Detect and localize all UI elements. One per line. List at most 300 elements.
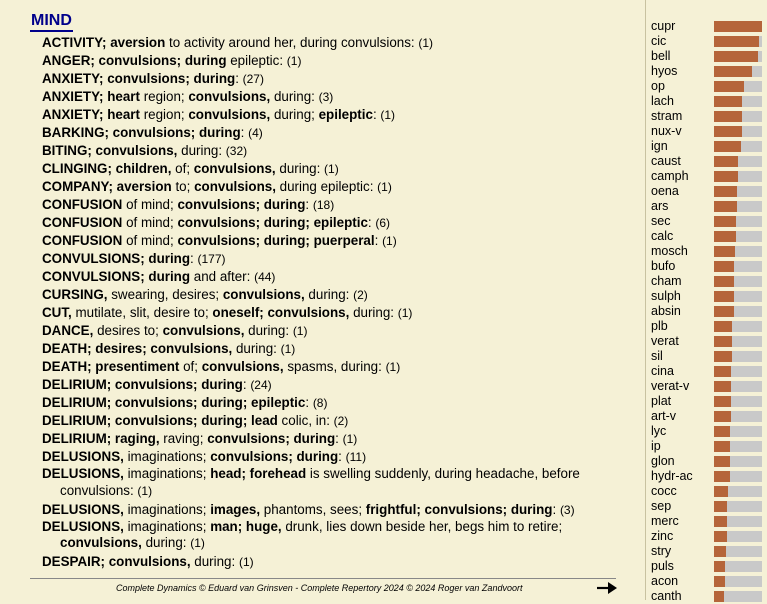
remedy-name: cocc <box>651 484 677 498</box>
remedy-row[interactable] <box>651 139 767 154</box>
rubric-text: DEATH; desires; convulsions, <box>42 341 233 356</box>
remedy-score-bar <box>714 486 762 497</box>
remedy-score-bar <box>714 186 762 197</box>
remedy-score-fill <box>714 501 727 512</box>
remedy-name: caust <box>651 154 681 168</box>
remedy-row[interactable] <box>651 154 767 169</box>
rubric-row[interactable] <box>42 232 617 250</box>
remedy-score-bar <box>714 126 762 137</box>
remedy-row[interactable] <box>651 364 767 379</box>
rubric-text: convulsions; during <box>177 197 306 212</box>
remedy-row[interactable] <box>651 499 767 514</box>
rubric-text: spasms, during: <box>283 359 386 374</box>
rubric-text: convulsions, <box>162 323 245 338</box>
remedy-row[interactable] <box>651 259 767 274</box>
rubric-text: convulsions, <box>193 161 276 176</box>
rubric-list <box>42 34 617 571</box>
remedy-name: sil <box>651 349 663 363</box>
rubric-text: DELIRIUM; convulsions; during; lead <box>42 413 278 428</box>
rubric-text: CONVULSIONS; during <box>42 251 191 266</box>
rubric-text: ANXIETY; heart <box>42 89 140 104</box>
remedy-name: cic <box>651 34 667 48</box>
rubric-text: convulsions, <box>201 359 284 374</box>
remedy-name: art-v <box>651 409 676 423</box>
rubric-text: during: <box>141 535 191 550</box>
rubric-text: of; <box>179 359 202 374</box>
remedy-score-bar <box>714 66 762 77</box>
rubric-text: of mind; <box>122 197 178 212</box>
remedy-row[interactable] <box>651 94 767 109</box>
remedy-row[interactable] <box>651 274 767 289</box>
rubric-row[interactable] <box>42 268 617 286</box>
rubric-text: DELUSIONS, <box>42 501 124 517</box>
remedy-score-bar <box>714 81 762 92</box>
rubric-text: DELUSIONS, <box>42 466 124 481</box>
rubric-text: during: <box>232 341 281 356</box>
rubric-text: : <box>374 233 383 248</box>
rubric-text: DELIRIUM; convulsions; during; epileptic <box>42 395 306 410</box>
rubric-text: head; forehead <box>210 466 307 481</box>
remedy-name: mosch <box>651 244 688 258</box>
remedy-row[interactable] <box>651 379 767 394</box>
remedy-row[interactable] <box>651 349 767 364</box>
rubric-remedy-count: (44) <box>254 270 276 284</box>
rubric-text: ACTIVITY; aversion <box>42 35 166 50</box>
remedy-row[interactable] <box>651 394 767 409</box>
rubric-text: to activity around her, during convulsions: <box>165 35 419 50</box>
remedy-row[interactable] <box>651 109 767 124</box>
remedy-score-fill <box>714 456 730 467</box>
remedy-score-fill <box>714 381 731 392</box>
rubric-remedy-count: (11) <box>345 450 367 464</box>
remedy-score-fill <box>714 276 734 287</box>
rubric-text: convulsions; during; epileptic <box>177 215 368 230</box>
remedy-score-fill <box>714 561 725 572</box>
remedy-name: ip <box>651 439 661 453</box>
rubric-row[interactable] <box>42 196 617 214</box>
remedy-name: plb <box>651 319 668 333</box>
remedy-name: absin <box>651 304 681 318</box>
rubric-text: CUT, <box>42 305 72 320</box>
remedy-name: cupr <box>651 19 676 33</box>
rubric-row[interactable] <box>42 88 617 106</box>
remedy-score-bar <box>714 201 762 212</box>
right-arrow-icon[interactable] <box>596 580 618 596</box>
remedy-row[interactable] <box>651 469 767 484</box>
remedy-score-fill <box>714 156 738 167</box>
remedy-name: verat <box>651 334 679 348</box>
remedy-score-bar <box>714 396 762 407</box>
rubric-text: swearing, desires; <box>107 287 223 302</box>
rubric-remedy-count: (1) <box>397 306 413 320</box>
rubric-remedy-count: (6) <box>375 216 391 230</box>
rubric-row[interactable] <box>42 178 617 196</box>
rubric-text: : <box>190 251 198 266</box>
rubric-text: man; huge, <box>210 518 282 534</box>
remedy-name: ign <box>651 139 668 153</box>
rubric-text: DELIRIUM; convulsions; during <box>42 377 243 392</box>
remedy-row[interactable] <box>651 79 767 94</box>
rubric-text: DESPAIR; convulsions, <box>42 554 191 569</box>
remedy-name: canth <box>651 589 682 603</box>
rubric-remedy-count: (2) <box>353 288 368 302</box>
rubric-row[interactable] <box>42 358 617 376</box>
remedy-name: acon <box>651 574 679 588</box>
footer-divider <box>30 578 616 579</box>
rubric-row[interactable] <box>42 394 617 412</box>
rubric-remedy-count: (1) <box>292 324 308 338</box>
rubric-text: convulsions; during <box>207 431 336 446</box>
rubric-text: ANGER; convulsions; during <box>42 53 227 68</box>
remedy-score-bar <box>714 531 762 542</box>
rubric-remedy-count: (1) <box>377 180 392 194</box>
rubric-text: : <box>372 107 381 122</box>
remedy-row[interactable] <box>651 589 767 604</box>
remedy-score-bar <box>714 321 762 332</box>
remedy-score-bar <box>714 471 762 482</box>
remedy-name: lach <box>651 94 674 108</box>
remedy-score-fill <box>714 396 731 407</box>
rubric-text: ANXIETY; heart <box>42 107 140 122</box>
remedy-name: sec <box>651 214 671 228</box>
rubric-row[interactable] <box>42 448 617 466</box>
rubric-remedy-count: (4) <box>248 126 263 140</box>
remedy-row[interactable] <box>651 34 767 49</box>
remedy-score-fill <box>714 216 736 227</box>
remedy-score-fill <box>714 186 737 197</box>
remedy-score-fill <box>714 531 727 542</box>
remedy-score-fill <box>714 36 759 47</box>
rubric-row[interactable] <box>42 430 617 448</box>
rubric-text: of; <box>171 161 194 176</box>
rubric-text: : <box>335 431 343 446</box>
rubric-remedy-count: (1) <box>286 54 302 68</box>
remedy-score-bar <box>714 516 762 527</box>
remedy-score-bar <box>714 561 762 572</box>
remedy-name: stry <box>651 544 672 558</box>
rubric-text: desires to; <box>93 323 163 338</box>
rubric-text: convulsions, <box>188 89 271 104</box>
rubric-text: during; <box>270 107 319 122</box>
remedy-score-bar <box>714 51 762 62</box>
rubric-row[interactable] <box>42 340 617 358</box>
remedy-row[interactable] <box>651 124 767 139</box>
copyright-footer: Complete Dynamics © Eduard van Grinsven - Complete Repertory 2024 © 2024 Roger van Zandvoort <box>116 583 523 593</box>
remedy-score-bar <box>714 141 762 152</box>
remedy-score-fill <box>714 111 742 122</box>
rubric-text: during: <box>275 161 325 176</box>
rubric-text: BARKING; convulsions; during <box>42 125 241 140</box>
rubric-remedy-count: (1) <box>324 162 339 176</box>
rubric-text: epileptic: <box>226 53 287 68</box>
rubric-row[interactable] <box>42 553 617 571</box>
rubric-text: : <box>235 71 243 86</box>
rubric-text: CONFUSION <box>42 197 123 212</box>
remedy-name: bell <box>651 49 671 63</box>
rubric-row[interactable] <box>42 501 617 519</box>
rubric-text: DELIRIUM; raging, <box>42 431 160 446</box>
remedy-row[interactable] <box>651 484 767 499</box>
rubric-text: during: <box>190 554 239 569</box>
remedy-score-fill <box>714 516 727 527</box>
remedy-score-fill <box>714 306 734 317</box>
remedy-score-fill <box>714 426 730 437</box>
remedy-score-bar <box>714 366 762 377</box>
rubric-text: convulsions; during <box>210 449 339 464</box>
rubric-row[interactable] <box>42 519 617 552</box>
panel-divider <box>645 0 646 600</box>
remedy-score-bar <box>714 261 762 272</box>
remedy-score-bar <box>714 231 762 242</box>
remedy-score-fill <box>714 171 738 182</box>
rubric-row[interactable] <box>42 466 617 499</box>
remedy-row[interactable] <box>651 454 767 469</box>
remedy-row[interactable] <box>651 439 767 454</box>
remedy-score-bar <box>714 171 762 182</box>
rubric-text: region; <box>139 107 189 122</box>
rubric-text: colic, in: <box>277 413 334 428</box>
rubric-row[interactable] <box>42 70 617 88</box>
remedy-name: ars <box>651 199 669 213</box>
remedy-row[interactable] <box>651 214 767 229</box>
rubric-text: during: <box>304 287 354 302</box>
rubric-remedy-count: (32) <box>225 144 248 158</box>
rubric-remedy-count: (1) <box>137 483 153 498</box>
remedy-score-fill <box>714 141 741 152</box>
remedy-name: verat-v <box>651 379 690 393</box>
remedy-name: hydr-ac <box>651 469 693 483</box>
remedy-row[interactable] <box>651 199 767 214</box>
rubric-remedy-count: (1) <box>190 536 205 550</box>
remedy-score-fill <box>714 126 742 137</box>
remedy-name: calc <box>651 229 674 243</box>
rubric-text: ANXIETY; convulsions; during <box>42 71 236 86</box>
remedy-score-fill <box>714 486 728 497</box>
remedy-score-bar <box>714 591 762 602</box>
rubric-text: during: <box>177 143 226 158</box>
remedy-score-fill <box>714 201 737 212</box>
remedy-score-fill <box>714 411 731 422</box>
rubric-row[interactable] <box>42 124 617 142</box>
remedy-row[interactable] <box>651 514 767 529</box>
rubric-remedy-count: (1) <box>385 360 401 374</box>
rubric-remedy-count: (1) <box>418 36 434 50</box>
remedy-name: lyc <box>651 424 667 438</box>
rubric-row[interactable] <box>42 286 617 304</box>
remedy-row[interactable] <box>651 289 767 304</box>
remedy-score-bar <box>714 21 762 32</box>
rubric-text: is swelling suddenly, during headache, before convulsions: <box>60 466 580 498</box>
remedy-row[interactable] <box>651 319 767 334</box>
remedy-score-fill <box>714 591 724 602</box>
rubric-text: : <box>552 501 560 517</box>
remedy-sidebar <box>651 19 767 604</box>
rubric-remedy-count: (1) <box>380 108 396 122</box>
remedy-name: camph <box>651 169 689 183</box>
remedy-row[interactable] <box>651 64 767 79</box>
rubric-text: epileptic <box>318 107 373 122</box>
rubric-text: : <box>240 125 249 140</box>
remedy-row[interactable] <box>651 304 767 319</box>
rubric-text: DANCE, <box>42 323 94 338</box>
rubric-text: drunk, lies down beside her, begs him to retire; <box>281 518 563 534</box>
rubric-row[interactable] <box>42 52 617 70</box>
rubric-text: images, <box>210 501 261 517</box>
rubric-text: COMPANY; aversion <box>42 179 172 194</box>
rubric-text: : <box>305 395 313 410</box>
remedy-score-bar <box>714 576 762 587</box>
remedy-name: plat <box>651 394 672 408</box>
rubric-text: CURSING, <box>42 287 108 302</box>
rubric-remedy-count: (177) <box>197 252 226 266</box>
remedy-row[interactable] <box>651 244 767 259</box>
rubric-remedy-count: (3) <box>559 502 575 517</box>
remedy-score-fill <box>714 81 744 92</box>
rubric-text: frightful; convulsions; during <box>365 501 553 517</box>
remedy-score-bar <box>714 306 762 317</box>
rubric-text: imaginations; <box>123 466 211 481</box>
remedy-score-fill <box>714 471 730 482</box>
rubric-text: CLINGING; children, <box>42 161 172 176</box>
remedy-score-fill <box>714 246 735 257</box>
remedy-score-bar <box>714 351 762 362</box>
rubric-text: of mind; <box>122 233 178 248</box>
remedy-score-bar <box>714 546 762 557</box>
rubric-text: during: <box>244 323 293 338</box>
rubric-remedy-count: (1) <box>382 234 397 248</box>
remedy-score-bar <box>714 96 762 107</box>
remedy-score-fill <box>714 96 742 107</box>
remedy-score-fill <box>714 336 732 347</box>
rubric-text: oneself; convulsions, <box>212 305 350 320</box>
rubric-row[interactable] <box>42 106 617 124</box>
rubric-text: raving; <box>159 431 208 446</box>
rubric-text: to; <box>171 179 195 194</box>
rubric-text: convulsions; during; puerperal <box>177 233 375 248</box>
rubric-remedy-count: (3) <box>318 90 334 104</box>
remedy-score-bar <box>714 501 762 512</box>
remedy-score-fill <box>714 321 732 332</box>
rubric-text: convulsions, <box>222 287 305 302</box>
remedy-row[interactable] <box>651 574 767 589</box>
remedy-name: cham <box>651 274 682 288</box>
rubric-text: DELUSIONS, <box>42 449 124 464</box>
rubric-row[interactable] <box>42 250 617 268</box>
remedy-name: cina <box>651 364 674 378</box>
remedy-score-fill <box>714 51 758 62</box>
remedy-name: nux-v <box>651 124 682 138</box>
remedy-name: oena <box>651 184 679 198</box>
remedy-row[interactable] <box>651 49 767 64</box>
remedy-name: hyos <box>651 64 678 78</box>
rubric-text: phantoms, sees; <box>260 501 366 517</box>
remedy-score-bar <box>714 246 762 257</box>
rubric-row[interactable] <box>42 160 617 178</box>
remedy-row[interactable] <box>651 424 767 439</box>
remedy-row[interactable] <box>651 184 767 199</box>
rubric-text: CONFUSION <box>42 233 123 248</box>
rubric-row[interactable] <box>42 214 617 232</box>
rubric-text: : <box>338 449 346 464</box>
remedy-name: sulph <box>651 289 681 303</box>
remedy-row[interactable] <box>651 334 767 349</box>
remedy-score-bar <box>714 111 762 122</box>
remedy-row[interactable] <box>651 229 767 244</box>
remedy-score-fill <box>714 21 762 32</box>
rubric-text: during: <box>270 89 319 104</box>
rubric-remedy-count: (1) <box>280 342 296 356</box>
rubric-text: DELUSIONS, <box>42 518 124 534</box>
rubric-text: CONVULSIONS; during <box>42 269 191 284</box>
remedy-score-fill <box>714 441 730 452</box>
rubric-text: : <box>305 197 313 212</box>
remedy-row[interactable] <box>651 409 767 424</box>
remedy-score-bar <box>714 426 762 437</box>
remedy-score-fill <box>714 291 734 302</box>
remedy-score-fill <box>714 261 734 272</box>
remedy-row[interactable] <box>651 19 767 34</box>
remedy-score-bar <box>714 381 762 392</box>
rubric-text: during: <box>349 305 398 320</box>
rubric-text: imaginations; <box>123 518 211 534</box>
remedy-score-fill <box>714 366 731 377</box>
remedy-score-bar <box>714 411 762 422</box>
rubric-remedy-count: (8) <box>312 396 328 410</box>
rubric-text: imaginations; <box>123 501 211 517</box>
rubric-row[interactable] <box>42 412 617 430</box>
remedy-score-fill <box>714 576 725 587</box>
rubric-remedy-count: (18) <box>312 198 335 212</box>
remedy-name: puls <box>651 559 674 573</box>
remedy-score-bar <box>714 36 762 47</box>
chapter-heading[interactable]: MIND <box>30 12 73 32</box>
rubric-text: region; <box>139 89 189 104</box>
remedy-name: glon <box>651 454 675 468</box>
remedy-row[interactable] <box>651 169 767 184</box>
rubric-text: convulsions, <box>194 179 276 194</box>
rubric-row[interactable] <box>42 376 617 394</box>
rubric-remedy-count: (2) <box>333 414 349 428</box>
rubric-row[interactable] <box>42 322 617 340</box>
remedy-score-bar <box>714 291 762 302</box>
remedy-score-fill <box>714 66 752 77</box>
rubric-text: convulsions, <box>188 107 271 122</box>
rubric-remedy-count: (1) <box>238 555 254 569</box>
remedy-row[interactable] <box>651 559 767 574</box>
rubric-text: mutilate, slit, desire to; <box>71 305 213 320</box>
remedy-row[interactable] <box>651 529 767 544</box>
remedy-name: zinc <box>651 529 674 543</box>
remedy-score-fill <box>714 231 736 242</box>
rubric-row[interactable] <box>42 34 617 52</box>
rubric-text: imaginations; <box>123 449 211 464</box>
remedy-row[interactable] <box>651 544 767 559</box>
remedy-name: merc <box>651 514 679 528</box>
rubric-text: and after: <box>190 269 255 284</box>
remedy-score-fill <box>714 351 732 362</box>
remedy-name: sep <box>651 499 672 513</box>
rubric-row[interactable] <box>42 142 617 160</box>
rubric-text: CONFUSION <box>42 215 123 230</box>
remedy-score-fill <box>714 546 726 557</box>
rubric-text: of mind; <box>122 215 178 230</box>
rubric-row[interactable] <box>42 304 617 322</box>
rubric-remedy-count: (24) <box>250 378 272 392</box>
remedy-score-bar <box>714 276 762 287</box>
rubric-text: during epileptic: <box>275 179 378 194</box>
rubric-remedy-count: (27) <box>242 72 264 86</box>
remedy-score-bar <box>714 456 762 467</box>
